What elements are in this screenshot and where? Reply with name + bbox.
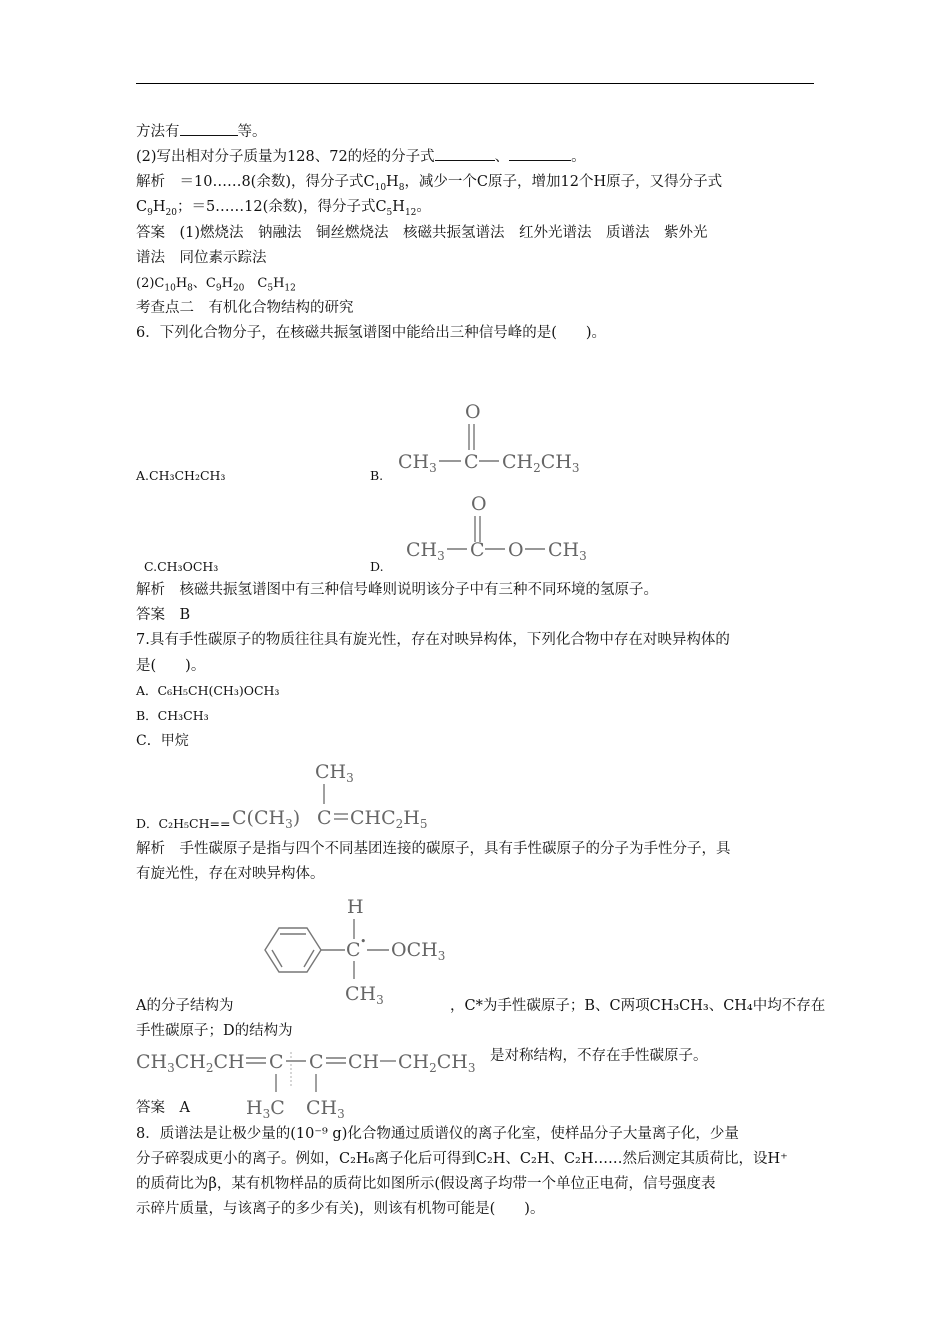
svg-text:H: H	[347, 896, 364, 918]
svg-text:C: C	[309, 1051, 324, 1073]
svg-text:O: O	[471, 493, 487, 515]
subscript: 9	[147, 207, 153, 218]
analysis-line: 解析 手性碳原子是指与四个不同基团连接的碳原子，具有手性碳原子的分子为手性分子，具	[136, 841, 731, 857]
option-c: C.CH₃OCH₃	[144, 559, 219, 574]
structure-butanone	[395, 398, 595, 478]
subscript: 10	[164, 283, 176, 294]
option-a: A．C₆H₅CH(CH₃)OCH₃	[136, 683, 280, 698]
answer-blank	[180, 121, 238, 136]
svg-text:CHC2H5: $CHC_2H_5$	[350, 807, 428, 831]
text: H	[386, 174, 399, 190]
option-d: D．C₂H₅CH==	[136, 816, 231, 831]
question-8: 8．质谱法是让极少量的(10⁻⁹ g)化合物通过质谱仪的离子化室，使样品分子大量离子化，少量	[136, 1126, 739, 1142]
analysis-line: A的分子结构为	[136, 998, 234, 1014]
section-heading: 考查点二 有机化合物结构的研究	[136, 300, 354, 316]
question-6: 6．下列化合物分子，在核磁共振氢谱图中能给出三种信号峰的是( )。	[136, 325, 607, 341]
header-rule	[136, 83, 814, 84]
analysis-line: 是对称结构，不存在手性碳原子。	[490, 1048, 708, 1064]
analysis-line: 解析 核磁共振氢谱图中有三种信号峰则说明该分子中有三种不同环境的氢原子。	[136, 582, 658, 598]
text: 方法有	[136, 124, 180, 140]
text: 、	[494, 149, 510, 165]
subscript: 9	[215, 283, 222, 294]
text: (2)C	[136, 276, 165, 291]
analysis-line: 有旋光性，存在对映异构体。	[136, 866, 325, 882]
text: 解析 ＝10……8(余数)，得分子式C	[136, 174, 375, 190]
svg-text:CH2CH3: $CH_2CH_3$	[502, 451, 580, 475]
svg-text:C: C	[346, 939, 361, 961]
answer-line: 答案 B	[136, 607, 191, 623]
svg-text:CH3: $CH_3$	[315, 761, 354, 785]
text: (2)写出相对分子质量为128、72的烃的分子式	[136, 149, 435, 165]
option-a: A.CH₃CH₂CH₃	[136, 468, 226, 483]
svg-text:O: O	[508, 539, 524, 561]
svg-text:C: C	[470, 539, 485, 561]
text: ；＝5……12(余数)，得分子式C	[176, 199, 387, 215]
svg-text:CH3CH2CH: $CH_3CH_2CH$	[136, 1051, 245, 1075]
svg-text:CH3: $CH_3$	[398, 451, 437, 475]
svg-text:CH: CH	[348, 1051, 380, 1073]
svg-text:C: C	[269, 1051, 284, 1073]
text: 。	[571, 149, 586, 165]
analysis-line: ，C*为手性碳原子；B、C两项CH₃CH₃、CH₄中均不存在	[450, 998, 826, 1014]
text-line	[136, 121, 267, 142]
svg-text:•: •	[360, 935, 367, 948]
answer-line	[136, 274, 296, 294]
text-line	[136, 172, 722, 192]
text: ，减少一个C原子，增加12个H原子，又得分子式	[404, 174, 723, 190]
svg-text:CH3: $CH_3$	[345, 983, 384, 1007]
text: C	[136, 199, 148, 215]
svg-text:O: O	[465, 401, 481, 423]
subscript: 12	[284, 283, 296, 294]
svg-text:CH3: $CH_3$	[406, 539, 445, 563]
subscript: 10	[374, 182, 387, 193]
text: 等。	[237, 124, 267, 140]
text-line	[136, 146, 586, 167]
svg-text:CH3: $CH_3$	[548, 539, 587, 563]
text-line	[136, 197, 431, 217]
subscript: 8	[187, 283, 193, 294]
structure-chiral-a	[255, 893, 465, 1008]
question-8-cont: 示碎片质量，与该离子的多少有关)，则该有机物可能是( )。	[136, 1201, 545, 1217]
option-c: C．甲烷	[136, 733, 189, 749]
answer-line: 谱法 同位素示踪法	[136, 250, 267, 266]
analysis-line: 手性碳原子；D的结构为	[136, 1023, 293, 1039]
question-8-cont: 的质荷比为β，某有机物样品的质荷比如图所示(假设离子均带一个单位正电荷，信号强度表	[136, 1176, 716, 1192]
text: 。	[416, 199, 431, 215]
subscript: 5	[267, 283, 274, 294]
text: H	[221, 276, 233, 291]
svg-text:C: C	[464, 451, 479, 473]
svg-text:C(CH3): $C(CH_3)$	[232, 807, 301, 831]
text: 、C	[192, 276, 216, 291]
text: H	[175, 276, 188, 291]
subscript: 12	[404, 207, 417, 218]
text: H	[273, 276, 285, 291]
svg-text:CH3: $CH_3$	[306, 1097, 345, 1121]
subscript: 20	[232, 283, 245, 294]
answer-blank	[435, 146, 495, 161]
answer-line: 答案 (1)燃烧法 钠融法 铜丝燃烧法 核磁共振氢谱法 红外光谱法 质谱法 紫外光	[136, 225, 708, 241]
answer-blank	[509, 146, 571, 161]
option-b: B．CH₃CH₃	[136, 708, 209, 723]
text: H	[392, 199, 405, 215]
subscript: 20	[165, 207, 177, 218]
svg-text:CH2CH3: $CH_2CH_3$	[398, 1051, 476, 1075]
option-d: D.	[370, 559, 384, 574]
question-7: 7.具有手性碳原子的物质往往具有旋光性，存在对映异构体，下列化合物中存在对映异构体的	[136, 632, 730, 648]
svg-text:C: C	[317, 807, 332, 829]
question-7-cont: 是( )。	[136, 658, 206, 674]
structure-methyl-acetate	[403, 490, 603, 570]
question-8-cont: 分子碎裂成更小的离子。例如，C₂H₆离子化后可得到C₂H、C₂H、C₂H……然后测定其质荷比，设H⁺	[136, 1151, 788, 1167]
option-b: B.	[370, 468, 384, 483]
text: H	[152, 199, 166, 215]
subscript: 5	[386, 207, 393, 218]
text: C	[244, 276, 268, 291]
answer-line: 答案 A	[136, 1100, 190, 1116]
structure-option-d	[230, 758, 450, 833]
svg-text:H3C: $H_3C$	[246, 1097, 285, 1121]
svg-text:OCH3: $OCH_3$	[391, 939, 446, 963]
subscript: 8	[398, 182, 405, 193]
